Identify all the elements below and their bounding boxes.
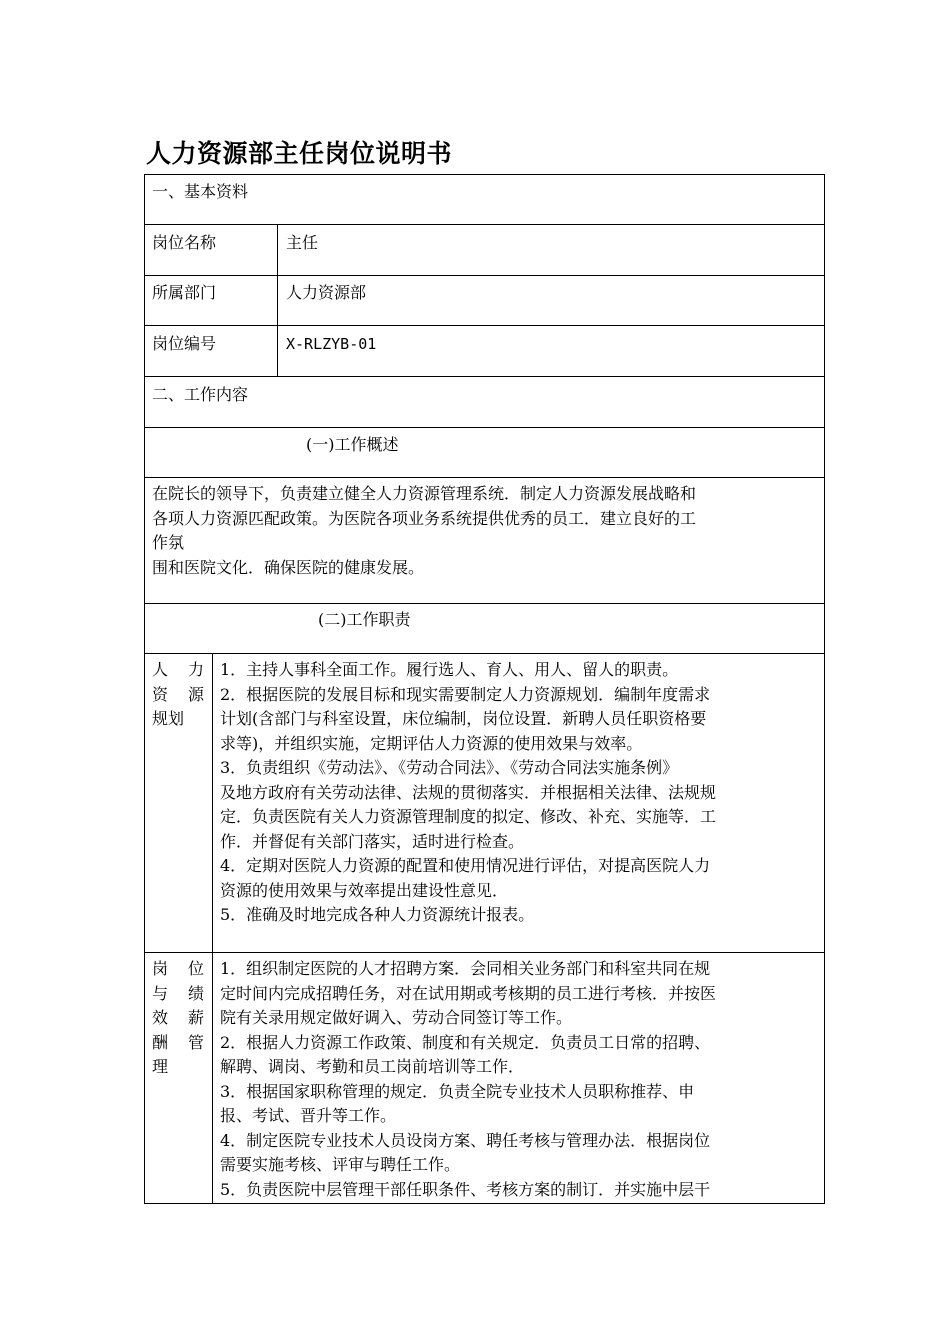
label-job-code: 岗位编号 xyxy=(152,334,217,353)
row-divider xyxy=(144,325,825,326)
duty-line: 资源的使用效果与效率提出建设性意见． xyxy=(220,880,509,900)
document-title: 人力资源部主任岗位说明书 xyxy=(146,139,453,168)
duty-line: 作．并督促有关部门落实，适时进行检查。 xyxy=(220,831,525,851)
duty-line: 2．根据人力资源工作政策、制度和有关规定．负责员工日常的招聘、 xyxy=(220,1032,711,1052)
duty-line: 5．准确及时地完成各种人力资源统计报表。 xyxy=(220,905,535,924)
duty-line: 3．根据国家职称管理的规定．负责全院专业技术人员职称推荐、申 xyxy=(220,1081,695,1101)
value-department: 人力资源部 xyxy=(286,283,367,302)
row-divider xyxy=(144,376,825,377)
duty-category-position-compensation xyxy=(152,957,204,1080)
category-line: 与绩 xyxy=(152,983,204,1003)
value-job-code: X-RLZYB-01 xyxy=(286,335,377,353)
duty-line: 需要实施考核、评审与聘任工作。 xyxy=(220,1155,461,1174)
section-heading-work-content: 二、工作内容 xyxy=(152,385,249,404)
value-job-title: 主任 xyxy=(286,233,319,252)
duty-line: 计划(含部门与科室设置，床位编制，岗位设置．新聘人员任职资格要 xyxy=(220,709,707,728)
overview-line: 在院长的领导下，负责建立健全人力资源管理系统．制定人力资源发展战略和 xyxy=(152,484,697,503)
duty-line: 解聘、调岗、考勤和员工岗前培训等工作． xyxy=(220,1057,525,1076)
category-line: 人力 xyxy=(152,660,204,679)
duty-category-hr-planning xyxy=(152,658,204,732)
duty-line: 报、考试、晋升等工作。 xyxy=(220,1106,397,1125)
category-line: 岗位 xyxy=(152,959,204,978)
category-line: 理 xyxy=(152,1057,169,1076)
duty-line: 5．负责医院中层管理干部任职条件、考核方案的制订．并实施中层干 xyxy=(220,1179,711,1199)
duty-line: 1．主持人事科全面工作。履行选人、育人、用人、留人的职责。 xyxy=(220,660,679,679)
column-divider xyxy=(212,653,213,1204)
overview-line: 作氛 xyxy=(152,533,185,552)
row-divider xyxy=(144,427,825,428)
section-heading-basic-info: 一、基本资料 xyxy=(152,182,249,201)
row-divider xyxy=(144,275,825,276)
duty-list-hr-planning xyxy=(220,658,716,928)
label-job-title: 岗位名称 xyxy=(152,233,217,252)
duty-line: 定时间内完成招聘任务，对在试用期或考核期的员工进行考核．并按医 xyxy=(220,983,717,1003)
work-overview-text xyxy=(152,482,696,580)
row-divider xyxy=(144,224,825,225)
subheading-duties: (二)工作职责 xyxy=(318,610,411,629)
duty-line: 4．制定医院专业技术人员设岗方案、聘任考核与管理办法．根据岗位 xyxy=(220,1130,711,1150)
category-line: 酬管 xyxy=(152,1032,204,1052)
duty-line: 求等)，并组织实施，定期评估人力资源的使用效果与效率。 xyxy=(220,733,643,753)
duty-line: 定．负责医院有关人力资源管理制度的拟定、修改、补充、实施等．工 xyxy=(220,807,717,826)
subheading-work-overview: (一)工作概述 xyxy=(306,435,399,454)
duty-list-position-compensation xyxy=(220,957,716,1202)
column-divider xyxy=(277,224,278,376)
label-department: 所属部门 xyxy=(152,283,217,302)
overview-line: 各项人力资源匹配政策。为医院各项业务系统提供优秀的员工．建立良好的工 xyxy=(152,508,697,528)
duty-line: 院有关录用规定做好调入、劳动合同签订等工作。 xyxy=(220,1008,573,1027)
category-line: 规划 xyxy=(152,709,185,728)
category-line: 效薪 xyxy=(152,1008,204,1027)
duty-line: 2．根据医院的发展目标和现实需要制定人力资源规划．编制年度需求 xyxy=(220,684,711,704)
category-line: 资源 xyxy=(152,684,204,704)
duty-line: 3．负责组织《劳动法》、《劳动合同法》、《劳动合同法实施条例》 xyxy=(220,758,679,777)
row-divider xyxy=(144,952,825,953)
duty-line: 1．组织制定医院的人才招聘方案．会同相关业务部门和科室共同在规 xyxy=(220,959,711,978)
duty-line: 4．定期对医院人力资源的配置和使用情况进行评估，对提高医院人力 xyxy=(220,856,711,875)
row-divider xyxy=(144,603,825,604)
row-divider xyxy=(144,653,825,654)
duty-line: 及地方政府有关劳动法律、法规的贯彻落实．并根据相关法律、法规规 xyxy=(220,782,717,802)
overview-line: 围和医院文化．确保医院的健康发展。 xyxy=(152,557,425,577)
row-divider xyxy=(144,477,825,478)
